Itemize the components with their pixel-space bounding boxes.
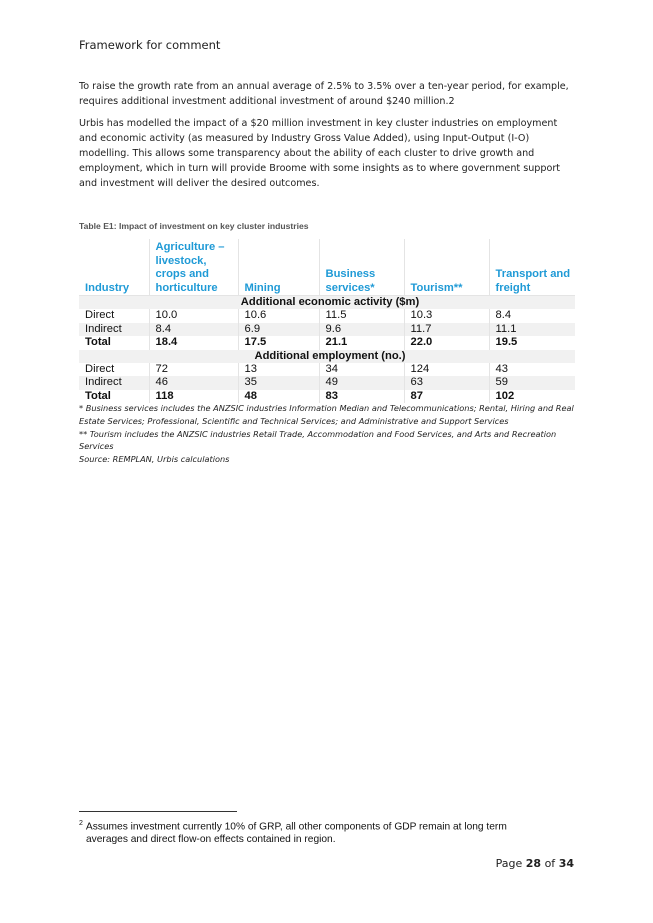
section-row-employment <box>79 350 575 363</box>
table-cell: 48 <box>238 390 319 403</box>
impact-table <box>79 239 575 403</box>
footnote-line-2: averages and direct flow-on effects contained in region. <box>86 834 336 846</box>
table-cell: 46 <box>149 376 238 389</box>
row-label: Total <box>85 389 111 402</box>
table-cell: 10.3 <box>404 309 489 322</box>
table-cell: 63 <box>404 376 489 389</box>
col-header-agriculture: Agriculture – livestock, crops and horticulture <box>149 239 238 296</box>
table-row <box>79 323 575 336</box>
col-header-business: Business services* <box>319 239 404 296</box>
table-row <box>79 363 575 376</box>
table-cell: 9.6 <box>319 323 404 336</box>
table-cell: 10.6 <box>238 309 319 322</box>
table-cell: 10.0 <box>149 309 238 322</box>
page-header-title: Framework for comment <box>79 38 221 52</box>
table-cell: 6.9 <box>238 323 319 336</box>
row-label: Direct <box>85 363 115 376</box>
page-prefix: Page <box>495 857 523 870</box>
table-cell: 11.1 <box>489 323 575 336</box>
page-separator: of <box>544 857 556 870</box>
table-row <box>79 309 575 322</box>
table-cell: 35 <box>238 376 319 389</box>
table-cell: 49 <box>319 376 404 389</box>
table-cell: 19.5 <box>489 336 575 349</box>
note-business-services: * Business services includes the ANZSIC industries Information Median and Telecommunications; Rental, Hiring and Real Estate Services; Professional, Scientific and Technical Services; and Administrative and Support Services <box>79 403 574 426</box>
col-header-transport: Transport and freight <box>489 239 575 296</box>
table-row <box>79 376 575 389</box>
footnote <box>79 817 559 846</box>
table-notes <box>79 402 579 466</box>
note-tourism: ** Tourism includes the ANZSIC industries Retail Trade, Accommodation and Food Services, and Arts and Recreation Services <box>79 428 557 452</box>
row-label: Indirect <box>79 376 149 389</box>
paragraph-urbis-modelling: Urbis has modelled the impact of a $20 million investment in key cluster industries on employment and economic activity (as measured by Industry Gross Value Added), using Input-Output (I-O) modelling. This allows some transparency about the ability of each cluster to drive growth and employment, which in turn will provide Broome with some insights as to where government support and investment will deliver the desired outcomes. <box>79 118 561 189</box>
table-caption: Table E1: Impact of investment on key cluster industries <box>79 221 309 231</box>
col-header-industry: Industry <box>85 281 130 294</box>
row-label: Direct <box>85 309 115 322</box>
col-header-tourism: Tourism** <box>404 239 489 296</box>
section-row-economic <box>79 296 575 310</box>
row-label: Total <box>85 336 111 349</box>
table-row-total <box>79 336 575 349</box>
table-cell: 11.5 <box>319 309 404 322</box>
footnote-marker: 2 <box>79 820 83 827</box>
page-current: 28 <box>525 857 542 870</box>
col-header-mining: Mining <box>238 239 319 296</box>
paragraph-growth-rate: To raise the growth rate from an annual average of 2.5% to 3.5% over a ten-year period, for example, requires additional investment additional investment of around $240 million.2 <box>79 81 569 107</box>
section-title: Additional economic activity ($m) <box>79 296 575 310</box>
page-total: 34 <box>558 857 574 870</box>
footnote-divider <box>79 811 237 812</box>
table-cell: 18.4 <box>149 336 238 349</box>
table-cell: 59 <box>489 376 575 389</box>
table-cell: 43 <box>489 363 575 376</box>
table-cell: 17.5 <box>238 336 319 349</box>
footnote-line-1: Assumes investment currently 10% of GRP, all other components of GDP remain at long term <box>85 821 507 833</box>
page-number <box>496 857 574 870</box>
table-cell: 34 <box>319 363 404 376</box>
table-cell: 72 <box>149 363 238 376</box>
table-cell: 124 <box>404 363 489 376</box>
table-cell: 118 <box>149 390 238 403</box>
table-header-row <box>79 239 575 296</box>
table-cell: 8.4 <box>149 323 238 336</box>
table-cell: 11.7 <box>404 323 489 336</box>
table-cell: 87 <box>404 390 489 403</box>
row-label: Indirect <box>79 323 149 336</box>
table-cell: 83 <box>319 390 404 403</box>
table-cell: 22.0 <box>404 336 489 349</box>
table-cell: 102 <box>489 390 575 403</box>
table-cell: 21.1 <box>319 336 404 349</box>
note-source: Source: REMPLAN, Urbis calculations <box>79 454 230 465</box>
table-cell: 13 <box>238 363 319 376</box>
section-title: Additional employment (no.) <box>79 350 575 363</box>
table-cell: 8.4 <box>489 309 575 322</box>
